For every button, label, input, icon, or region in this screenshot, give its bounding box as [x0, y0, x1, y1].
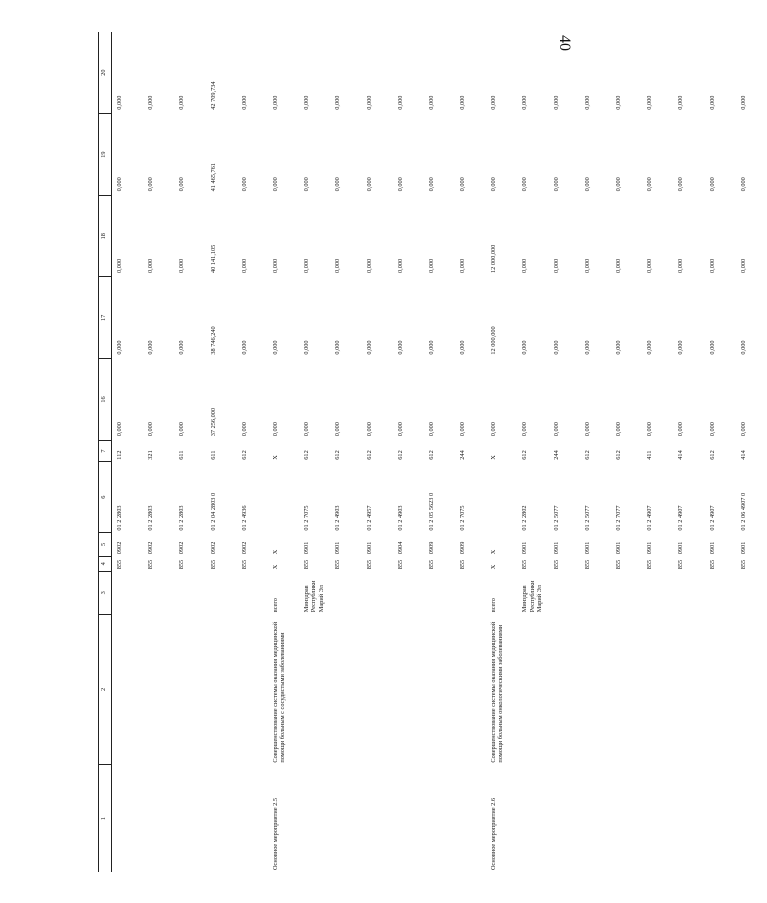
cell-c4: 855 — [303, 559, 311, 570]
cell-v18: 0,000 — [708, 258, 716, 273]
cell-c4: 855 — [646, 559, 654, 570]
cell-c5: 0901 — [615, 541, 622, 555]
responsible-executor — [642, 571, 673, 614]
cell-v19: 0,000 — [521, 177, 529, 192]
cell-c6: 01 2 5077 — [583, 505, 591, 531]
responsible-executor — [705, 571, 736, 614]
cell-v18: 0,000 — [116, 258, 123, 273]
cell-v17: 0,000 — [739, 340, 747, 355]
cell-c5: 0901 — [677, 541, 685, 555]
budget-table — [98, 32, 767, 872]
cell-v16: 0,000 — [240, 422, 248, 437]
cell-v20: 0,000 — [583, 95, 591, 110]
cell-empty — [174, 614, 205, 764]
cell-v17: 0,000 — [240, 340, 248, 355]
responsible-executor — [455, 571, 486, 614]
cell-v18: 12 000,000 — [490, 244, 498, 273]
cell-v19: 0,000 — [271, 177, 279, 192]
cell-v19: 0,000 — [396, 177, 404, 192]
column-header: 20 — [99, 32, 112, 114]
cell-c5: 0902 — [178, 541, 186, 555]
cell-c5: 0901 — [708, 541, 716, 555]
cell-v20: 0,000 — [303, 95, 311, 110]
cell-empty — [237, 571, 268, 614]
responsible-executor — [611, 571, 642, 614]
cell-empty — [143, 614, 174, 764]
cell-c4: 855 — [396, 559, 404, 570]
cell-v16: 0,000 — [739, 422, 747, 437]
cell-v18: 0,000 — [552, 258, 560, 273]
cell-c6: 01 2 2803 — [116, 505, 123, 531]
cell-v17: 0,000 — [365, 340, 373, 355]
cell-empty — [143, 765, 174, 872]
cell-v17: 0,000 — [708, 340, 716, 355]
cell-v19: 41 465,761 — [209, 163, 217, 192]
table-row — [268, 32, 299, 872]
cell-v20: 0,000 — [334, 95, 342, 110]
responsible-executor — [393, 571, 424, 614]
measure-name: Основное мероприятие 2.5 — [271, 797, 279, 870]
cell-c4: 855 — [209, 559, 217, 570]
cell-v16: 0,000 — [396, 422, 404, 437]
cell-v19: 0,000 — [708, 177, 716, 192]
cell-empty — [143, 571, 174, 614]
cell-v19: 0,000 — [739, 177, 747, 192]
cell-c7: 612 — [615, 450, 622, 460]
cell-empty — [112, 571, 144, 614]
cell-c5: 0901 — [583, 541, 591, 555]
cell-v17: 0,000 — [178, 340, 186, 355]
cell-c4: 855 — [459, 559, 467, 570]
cell-v16: 0,000 — [365, 422, 373, 437]
cell-v16: 0,000 — [178, 422, 186, 437]
column-header: 6 — [99, 462, 112, 533]
cell-c5: 0909 — [427, 541, 435, 555]
cell-v17: 0,000 — [147, 340, 155, 355]
cell-c6: 01 2 7075 — [303, 505, 311, 531]
cell-c5: 0901 — [739, 541, 747, 555]
cell-v16: 0,000 — [552, 422, 560, 437]
cell-empty — [206, 614, 237, 764]
cell-v20: 0,000 — [427, 95, 435, 110]
responsible-executor — [549, 571, 580, 614]
cell-c4: 855 — [427, 559, 435, 570]
cell-v18: 0,000 — [365, 258, 373, 273]
cell-v18: 0,000 — [396, 258, 404, 273]
cell-c6 — [268, 462, 299, 533]
cell-v18: 0,000 — [646, 258, 654, 273]
column-header: 1 — [99, 765, 112, 872]
cell-c7: 411 — [646, 450, 654, 460]
cell-c6 — [486, 462, 517, 533]
cell-v17: 0,000 — [615, 340, 622, 355]
measure-name: Основное мероприятие 2.6 — [490, 797, 498, 870]
responsible-executor: всего — [490, 598, 498, 613]
cell-v20: 0,000 — [615, 95, 622, 110]
cell-v16: 0,000 — [490, 422, 498, 437]
cell-v20: 0,000 — [271, 95, 279, 110]
cell-v18: 0,000 — [303, 258, 311, 273]
responsible-executor — [736, 571, 767, 614]
cell-c6: 01 2 4903 — [334, 505, 342, 531]
cell-v19: 0,000 — [459, 177, 467, 192]
responsible-executor: Минздрав Республики Марий Эл — [521, 580, 543, 613]
cell-c7: 414 — [739, 450, 747, 460]
cell-v20: 0,000 — [147, 95, 155, 110]
cell-v20: 0,000 — [396, 95, 404, 110]
cell-empty — [206, 571, 237, 614]
cell-v16: 0,000 — [303, 422, 311, 437]
cell-c5: 0904 — [396, 541, 404, 555]
cell-c4: 855 — [147, 559, 155, 570]
cell-c7: Х — [490, 455, 498, 460]
cell-c5: 0901 — [334, 541, 342, 555]
cell-v19: 0,000 — [303, 177, 311, 192]
table-row — [206, 32, 237, 872]
cell-v17: 0,000 — [646, 340, 654, 355]
cell-v16: 0,000 — [427, 422, 435, 437]
measure-description: Совершенствование системы оказания медицинской помощи больным онкологическими заболеваниями — [490, 621, 505, 763]
cell-c4: 855 — [334, 559, 342, 570]
cell-c7: 612 — [334, 450, 342, 460]
cell-empty — [174, 571, 205, 614]
cell-v17: 0,000 — [271, 340, 279, 355]
cell-v16: 0,000 — [459, 422, 467, 437]
responsible-executor — [424, 571, 455, 614]
cell-v20: 0,000 — [365, 95, 373, 110]
cell-c7: 612 — [240, 450, 248, 460]
cell-c5: 0901 — [303, 541, 311, 555]
cell-c5: 0901 — [646, 541, 654, 555]
cell-v20: 0,000 — [490, 95, 498, 110]
cell-c7: 414 — [677, 450, 685, 460]
cell-c6: 01 2 7075 — [459, 505, 467, 531]
cell-c4: 855 — [677, 559, 685, 570]
cell-v16: 0,000 — [147, 422, 155, 437]
responsible-executor: Минздрав Республики Марий Эл — [303, 580, 325, 613]
cell-v17: 0,000 — [521, 340, 529, 355]
cell-v16: 0,000 — [677, 422, 685, 437]
responsible-executor — [330, 571, 361, 614]
cell-v20: 0,000 — [708, 95, 716, 110]
cell-c4: 855 — [615, 559, 622, 570]
column-header: 16 — [99, 359, 112, 441]
cell-c6: 01 2 2803 — [147, 505, 155, 531]
header-row — [99, 32, 112, 872]
cell-empty — [174, 765, 205, 872]
cell-v19: 0,000 — [116, 177, 123, 192]
responsible-executor — [362, 571, 393, 614]
cell-v17: 0,000 — [677, 340, 685, 355]
cell-v16: 0,000 — [271, 422, 279, 437]
cell-v16: 0,000 — [708, 422, 716, 437]
cell-c7: 321 — [147, 450, 155, 460]
cell-v18: 40 141,105 — [209, 244, 217, 273]
cell-c5: 0902 — [240, 541, 248, 555]
cell-c4: 855 — [116, 559, 123, 570]
cell-c7: 112 — [116, 450, 123, 460]
page-number: 40 — [556, 35, 573, 51]
cell-v17: 0,000 — [427, 340, 435, 355]
cell-v16: 0,000 — [116, 422, 123, 437]
cell-v16: 0,000 — [334, 422, 342, 437]
cell-v18: 0,000 — [334, 258, 342, 273]
responsible-executor: всего — [271, 598, 279, 613]
cell-v20: 0,000 — [677, 95, 685, 110]
cell-c5: 0902 — [116, 541, 123, 555]
cell-c7: 612 — [583, 450, 591, 460]
cell-v20: 42 709,734 — [209, 81, 217, 110]
cell-c6: 01 2 4907 — [677, 505, 685, 531]
table-row — [237, 32, 268, 872]
table-row — [486, 32, 517, 872]
cell-c5: 0902 — [147, 541, 155, 555]
cell-empty — [112, 765, 144, 872]
cell-c7: Х — [271, 455, 279, 460]
column-header: 2 — [99, 614, 112, 764]
cell-c4: 855 — [739, 559, 747, 570]
cell-v19: 0,000 — [147, 177, 155, 192]
cell-c5: 0902 — [209, 541, 217, 555]
cell-c7: 612 — [303, 450, 311, 460]
cell-c4: 855 — [708, 559, 716, 570]
cell-c4: 855 — [552, 559, 560, 570]
cell-c7: 612 — [708, 450, 716, 460]
cell-v16: 0,000 — [521, 422, 529, 437]
table-row — [112, 32, 144, 872]
rotated-table-container — [98, 32, 747, 872]
cell-c7: 612 — [396, 450, 404, 460]
cell-c4: Х — [490, 564, 498, 570]
table-row — [143, 32, 174, 872]
cell-v16: 0,000 — [583, 422, 591, 437]
cell-v20: 0,000 — [521, 95, 529, 110]
cell-c7: 244 — [552, 450, 560, 460]
cell-v16: 0,000 — [646, 422, 654, 437]
cell-c6: 01 2 4957 — [365, 505, 373, 531]
cell-c4: 855 — [178, 559, 186, 570]
cell-v18: 0,000 — [677, 258, 685, 273]
cell-c7: 611 — [209, 450, 217, 460]
cell-c6: 01 2 04 2803 0 — [209, 492, 217, 531]
cell-c7: 612 — [427, 450, 435, 460]
cell-v18: 0,000 — [147, 258, 155, 273]
cell-v18: 0,000 — [271, 258, 279, 273]
cell-v18: 0,000 — [583, 258, 591, 273]
cell-v19: 0,000 — [178, 177, 186, 192]
cell-c4: 855 — [583, 559, 591, 570]
cell-empty — [237, 614, 268, 764]
cell-c4: 855 — [365, 559, 373, 570]
column-header: 17 — [99, 277, 112, 359]
cell-v19: 0,000 — [427, 177, 435, 192]
cell-empty — [206, 765, 237, 872]
cell-c5: 0909 — [459, 541, 467, 555]
cell-v17: 0,000 — [116, 340, 123, 355]
cell-v20: 0,000 — [552, 95, 560, 110]
cell-v20: 0,000 — [116, 95, 123, 110]
cell-v19: 0,000 — [240, 177, 248, 192]
cell-v18: 0,000 — [427, 258, 435, 273]
cell-v17: 0,000 — [303, 340, 311, 355]
cell-c6: 01 2 4907 — [646, 505, 654, 531]
cell-c5: Х — [490, 549, 498, 555]
cell-v18: 0,000 — [240, 258, 248, 273]
cell-v16: 37 256,000 — [209, 407, 217, 437]
cell-c5: Х — [271, 549, 279, 555]
cell-v18: 0,000 — [615, 258, 622, 273]
cell-c7: 611 — [178, 450, 186, 460]
cell-v19: 0,000 — [583, 177, 591, 192]
cell-empty — [112, 614, 144, 764]
column-header: 4 — [99, 556, 112, 571]
column-header: 5 — [99, 533, 112, 557]
cell-v20: 0,000 — [459, 95, 467, 110]
column-header: 19 — [99, 114, 112, 196]
table-body — [112, 32, 767, 872]
cell-v19: 0,000 — [646, 177, 654, 192]
cell-v20: 0,000 — [739, 95, 747, 110]
column-header: 3 — [99, 571, 112, 614]
cell-v19: 0,000 — [677, 177, 685, 192]
table-row — [174, 32, 205, 872]
cell-v18: 0,000 — [459, 258, 467, 273]
cell-c6: 01 2 06 4907 0 — [739, 492, 747, 531]
cell-c6: 01 2 4907 — [708, 505, 716, 531]
cell-v19: 0,000 — [615, 177, 622, 192]
cell-v17: 0,000 — [552, 340, 560, 355]
cell-c5: 0901 — [365, 541, 373, 555]
cell-v16: 0,000 — [615, 422, 622, 437]
cell-c6: 01 2 2802 — [521, 505, 529, 531]
cell-c4: 855 — [240, 559, 248, 570]
cell-v17: 0,000 — [459, 340, 467, 355]
cell-v20: 0,000 — [240, 95, 248, 110]
cell-c4: Х — [271, 564, 279, 570]
cell-c5: 0901 — [552, 541, 560, 555]
cell-v17: 0,000 — [334, 340, 342, 355]
cell-c6: 01 2 2803 — [178, 505, 186, 531]
cell-c7: 612 — [521, 450, 529, 460]
cell-v19: 0,000 — [490, 177, 498, 192]
cell-v20: 0,000 — [178, 95, 186, 110]
cell-empty — [237, 765, 268, 872]
cell-c4: 855 — [521, 559, 529, 570]
cell-v17: 0,000 — [396, 340, 404, 355]
column-header: 7 — [99, 440, 112, 461]
cell-v20: 0,000 — [646, 95, 654, 110]
cell-c6: 01 2 5077 — [552, 505, 560, 531]
cell-c7: 244 — [459, 450, 467, 460]
cell-v17: 0,000 — [583, 340, 591, 355]
cell-c7: 612 — [365, 450, 373, 460]
cell-v19: 0,000 — [365, 177, 373, 192]
cell-v18: 0,000 — [178, 258, 186, 273]
responsible-executor — [673, 571, 704, 614]
cell-c6: 01 2 05 5623 0 — [427, 492, 435, 531]
cell-c5: 0901 — [521, 541, 529, 555]
cell-c6: 01 2 4903 — [396, 505, 404, 531]
cell-v17: 38 746,240 — [209, 326, 217, 355]
cell-v18: 0,000 — [521, 258, 529, 273]
cell-v19: 0,000 — [334, 177, 342, 192]
cell-v18: 0,000 — [739, 258, 747, 273]
cell-c6: 01 2 7077 — [615, 505, 622, 531]
cell-v19: 0,000 — [552, 177, 560, 192]
column-header: 18 — [99, 195, 112, 277]
responsible-executor — [580, 571, 611, 614]
cell-c6: 01 2 4936 — [240, 505, 248, 531]
measure-description: Совершенствование системы оказания медицинской помощи больным с сосудистыми заболеваниями — [271, 621, 287, 763]
cell-v17: 12 000,000 — [490, 326, 498, 355]
